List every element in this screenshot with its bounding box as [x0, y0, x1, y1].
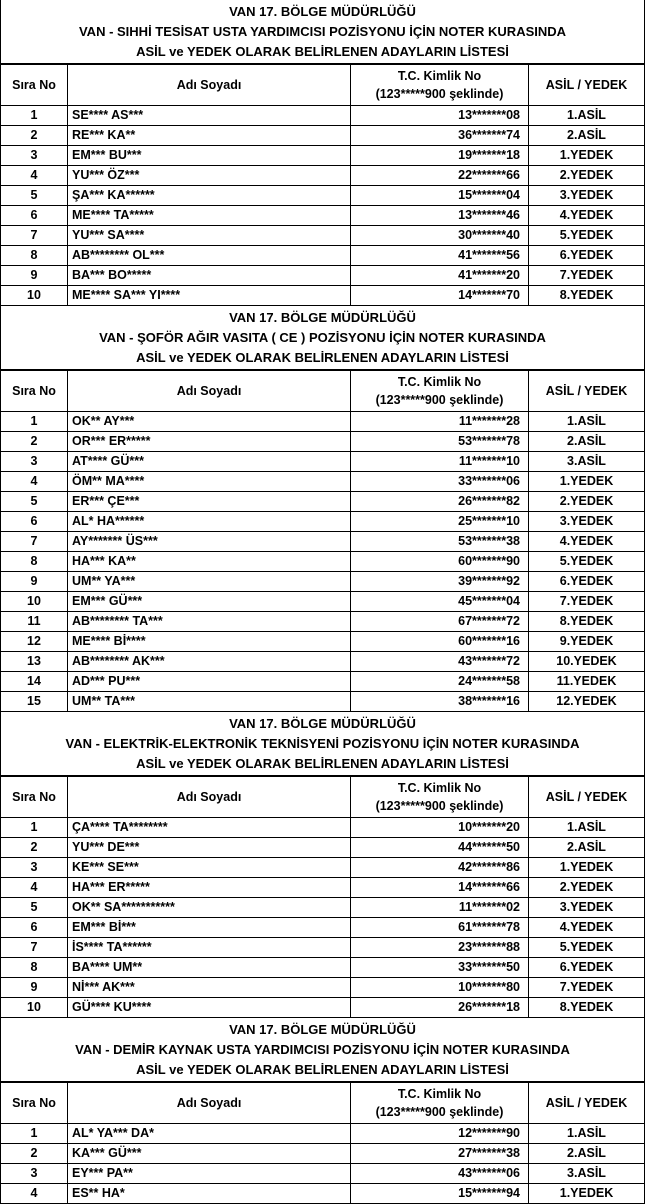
cell-asil-yedek: 3.ASİL: [529, 1164, 645, 1184]
col-header-tc-kimlik-label: (123*****900 şeklinde): [375, 393, 504, 407]
col-header-adi-soyadi-label: Adı Soyadı: [176, 790, 242, 804]
col-header-tc-kimlik: [351, 371, 529, 412]
cell-sira-no: 14: [1, 672, 68, 692]
cell-adi-soyadi: AL* HA******: [68, 512, 351, 532]
position-section: [1, 1018, 644, 1204]
cell-adi-soyadi: UM** TA***: [68, 692, 351, 712]
cell-tc-kimlik: 13*******46: [351, 206, 529, 226]
col-header-asil-yedek-label: ASİL / YEDEK: [545, 790, 628, 804]
table-header-row: [1, 1083, 644, 1124]
cell-asil-yedek: 2.YEDEK: [529, 166, 645, 186]
table-row: [1, 492, 644, 512]
cell-asil-yedek: 1.ASİL: [529, 818, 645, 838]
cell-tc-kimlik: 10*******80: [351, 978, 529, 998]
table-row: [1, 512, 644, 532]
cell-asil-yedek: 12.YEDEK: [529, 692, 645, 712]
table-row: [1, 592, 644, 612]
cell-asil-yedek: 2.YEDEK: [529, 878, 645, 898]
cell-tc-kimlik: 11*******10: [351, 452, 529, 472]
cell-sira-no: 3: [1, 146, 68, 166]
cell-adi-soyadi: EM*** Bİ***: [68, 918, 351, 938]
table-row: [1, 1124, 644, 1144]
cell-asil-yedek: 7.YEDEK: [529, 266, 645, 286]
cell-sira-no: 10: [1, 592, 68, 612]
cell-sira-no: 2: [1, 126, 68, 146]
cell-tc-kimlik: 60*******90: [351, 552, 529, 572]
cell-sira-no: 4: [1, 1184, 68, 1204]
cell-asil-yedek: 8.YEDEK: [529, 612, 645, 632]
cell-tc-kimlik: 11*******02: [351, 898, 529, 918]
col-header-tc-kimlik-label: (123*****900 şeklinde): [375, 799, 504, 813]
col-header-tc-kimlik-label: (123*****900 şeklinde): [375, 1105, 504, 1119]
col-header-adi-soyadi: [68, 1083, 351, 1124]
table-header-row: [1, 777, 644, 818]
table-row: [1, 432, 644, 452]
cell-adi-soyadi: YU*** DE***: [68, 838, 351, 858]
position-section: [1, 306, 644, 712]
cell-tc-kimlik: 53*******38: [351, 532, 529, 552]
col-header-sira-no-label: Sıra No: [12, 384, 56, 398]
cell-asil-yedek: 9.YEDEK: [529, 632, 645, 652]
table-row: [1, 858, 644, 878]
cell-sira-no: 5: [1, 186, 68, 206]
table-row: [1, 106, 644, 126]
heading-line: VAN - SIHHİ TESİSAT USTA YARDIMCISI POZİSYONU İÇİN NOTER KURASINDA: [78, 24, 567, 39]
cell-adi-soyadi: AB******** OL***: [68, 246, 351, 266]
table-row: [1, 1164, 644, 1184]
col-header-tc-kimlik: [351, 1083, 529, 1124]
cell-sira-no: 3: [1, 1164, 68, 1184]
cell-adi-soyadi: AD*** PU***: [68, 672, 351, 692]
table-row: [1, 126, 644, 146]
cell-tc-kimlik: 42*******86: [351, 858, 529, 878]
cell-tc-kimlik: 43*******72: [351, 652, 529, 672]
cell-tc-kimlik: 41*******56: [351, 246, 529, 266]
table-row: [1, 818, 644, 838]
cell-asil-yedek: 2.YEDEK: [529, 492, 645, 512]
cell-asil-yedek: 3.YEDEK: [529, 898, 645, 918]
cell-adi-soyadi: YU*** SA****: [68, 226, 351, 246]
cell-adi-soyadi: SE**** AS***: [68, 106, 351, 126]
cell-adi-soyadi: AY******* ÜS***: [68, 532, 351, 552]
cell-asil-yedek: 5.YEDEK: [529, 938, 645, 958]
cell-tc-kimlik: 45*******04: [351, 592, 529, 612]
candidate-table: [1, 1082, 644, 1204]
cell-adi-soyadi: İS**** TA******: [68, 938, 351, 958]
table-row: [1, 898, 644, 918]
cell-sira-no: 10: [1, 998, 68, 1018]
col-header-adi-soyadi-label: Adı Soyadı: [176, 78, 242, 92]
cell-adi-soyadi: KA*** GÜ***: [68, 1144, 351, 1164]
cell-adi-soyadi: EM*** BU***: [68, 146, 351, 166]
table-row: [1, 266, 644, 286]
cell-asil-yedek: 4.YEDEK: [529, 918, 645, 938]
candidate-table: [1, 370, 644, 712]
cell-sira-no: 4: [1, 166, 68, 186]
table-row: [1, 998, 644, 1018]
cell-sira-no: 8: [1, 552, 68, 572]
col-header-tc-kimlik: [351, 777, 529, 818]
cell-sira-no: 13: [1, 652, 68, 672]
cell-asil-yedek: 11.YEDEK: [529, 672, 645, 692]
col-header-adi-soyadi-label: Adı Soyadı: [176, 384, 242, 398]
table-row: [1, 1144, 644, 1164]
cell-asil-yedek: 3.ASİL: [529, 452, 645, 472]
cell-asil-yedek: 7.YEDEK: [529, 592, 645, 612]
cell-sira-no: 4: [1, 878, 68, 898]
cell-asil-yedek: 1.YEDEK: [529, 146, 645, 166]
cell-tc-kimlik: 60*******16: [351, 632, 529, 652]
cell-sira-no: 2: [1, 838, 68, 858]
table-row: [1, 878, 644, 898]
cell-tc-kimlik: 33*******50: [351, 958, 529, 978]
table-row: [1, 452, 644, 472]
cell-sira-no: 7: [1, 226, 68, 246]
cell-asil-yedek: 3.YEDEK: [529, 186, 645, 206]
cell-asil-yedek: 6.YEDEK: [529, 572, 645, 592]
cell-sira-no: 1: [1, 106, 68, 126]
cell-tc-kimlik: 30*******40: [351, 226, 529, 246]
table-row: [1, 166, 644, 186]
cell-sira-no: 4: [1, 472, 68, 492]
cell-adi-soyadi: Nİ*** AK***: [68, 978, 351, 998]
cell-tc-kimlik: 25*******10: [351, 512, 529, 532]
cell-tc-kimlik: 11*******28: [351, 412, 529, 432]
cell-asil-yedek: 1.YEDEK: [529, 858, 645, 878]
cell-adi-soyadi: HA*** KA**: [68, 552, 351, 572]
heading-line: VAN 17. BÖLGE MÜDÜRLÜĞÜ: [229, 1022, 416, 1037]
section-heading: [1, 0, 644, 64]
cell-sira-no: 5: [1, 898, 68, 918]
table-row: [1, 612, 644, 632]
col-header-tc-kimlik-label: T.C. Kimlik No: [397, 69, 482, 83]
col-header-adi-soyadi: [68, 777, 351, 818]
cell-adi-soyadi: AL* YA*** DA*: [68, 1124, 351, 1144]
cell-asil-yedek: 1.ASİL: [529, 1124, 645, 1144]
cell-asil-yedek: 3.YEDEK: [529, 512, 645, 532]
cell-asil-yedek: 2.ASİL: [529, 432, 645, 452]
table-row: [1, 146, 644, 166]
col-header-sira-no-label: Sıra No: [12, 790, 56, 804]
cell-adi-soyadi: KE*** SE***: [68, 858, 351, 878]
cell-tc-kimlik: 22*******66: [351, 166, 529, 186]
cell-tc-kimlik: 26*******82: [351, 492, 529, 512]
table-row: [1, 186, 644, 206]
cell-tc-kimlik: 14*******70: [351, 286, 529, 306]
table-row: [1, 632, 644, 652]
cell-adi-soyadi: ÖM** MA****: [68, 472, 351, 492]
cell-tc-kimlik: 19*******18: [351, 146, 529, 166]
cell-tc-kimlik: 26*******18: [351, 998, 529, 1018]
cell-sira-no: 3: [1, 858, 68, 878]
cell-sira-no: 5: [1, 492, 68, 512]
cell-adi-soyadi: AT**** GÜ***: [68, 452, 351, 472]
col-header-adi-soyadi-label: Adı Soyadı: [176, 1096, 242, 1110]
col-header-tc-kimlik-label: T.C. Kimlik No: [397, 1087, 482, 1101]
col-header-adi-soyadi: [68, 371, 351, 412]
table-row: [1, 286, 644, 306]
col-header-sira-no: [1, 1083, 68, 1124]
col-header-asil-yedek: [529, 1083, 645, 1124]
cell-tc-kimlik: 24*******58: [351, 672, 529, 692]
cell-asil-yedek: 6.YEDEK: [529, 958, 645, 978]
table-header-row: [1, 371, 644, 412]
cell-asil-yedek: 1.ASİL: [529, 412, 645, 432]
cell-sira-no: 1: [1, 412, 68, 432]
col-header-asil-yedek: [529, 65, 645, 106]
heading-line: ASİL ve YEDEK OLARAK BELİRLENEN ADAYLARIN LİSTESİ: [136, 44, 509, 59]
cell-adi-soyadi: ŞA*** KA******: [68, 186, 351, 206]
section-heading: [1, 712, 644, 776]
cell-adi-soyadi: BA*** BO*****: [68, 266, 351, 286]
cell-asil-yedek: 2.ASİL: [529, 1144, 645, 1164]
table-row: [1, 918, 644, 938]
cell-adi-soyadi: YU*** ÖZ***: [68, 166, 351, 186]
col-header-asil-yedek: [529, 371, 645, 412]
cell-adi-soyadi: OR*** ER*****: [68, 432, 351, 452]
table-row: [1, 978, 644, 998]
col-header-asil-yedek-label: ASİL / YEDEK: [545, 1096, 628, 1110]
table-row: [1, 692, 644, 712]
cell-tc-kimlik: 27*******38: [351, 1144, 529, 1164]
table-row: [1, 672, 644, 692]
position-section: [1, 0, 644, 306]
cell-asil-yedek: 10.YEDEK: [529, 652, 645, 672]
col-header-tc-kimlik-label: T.C. Kimlik No: [397, 375, 482, 389]
cell-adi-soyadi: AB******** TA***: [68, 612, 351, 632]
cell-sira-no: 3: [1, 452, 68, 472]
table-row: [1, 246, 644, 266]
cell-adi-soyadi: OK** SA***********: [68, 898, 351, 918]
cell-asil-yedek: 4.YEDEK: [529, 532, 645, 552]
table-row: [1, 938, 644, 958]
col-header-asil-yedek-label: ASİL / YEDEK: [545, 384, 628, 398]
heading-line: ASİL ve YEDEK OLARAK BELİRLENEN ADAYLARIN LİSTESİ: [136, 350, 509, 365]
candidate-table: [1, 64, 644, 306]
cell-sira-no: 9: [1, 572, 68, 592]
cell-sira-no: 8: [1, 958, 68, 978]
col-header-asil-yedek: [529, 777, 645, 818]
cell-adi-soyadi: ME**** SA*** YI****: [68, 286, 351, 306]
cell-asil-yedek: 5.YEDEK: [529, 552, 645, 572]
cell-sira-no: 8: [1, 246, 68, 266]
cell-sira-no: 11: [1, 612, 68, 632]
table-row: [1, 838, 644, 858]
cell-sira-no: 7: [1, 938, 68, 958]
cell-sira-no: 6: [1, 918, 68, 938]
col-header-sira-no: [1, 777, 68, 818]
cell-asil-yedek: 1.YEDEK: [529, 1184, 645, 1204]
cell-sira-no: 12: [1, 632, 68, 652]
col-header-tc-kimlik-label: (123*****900 şeklinde): [375, 87, 504, 101]
cell-adi-soyadi: OK** AY***: [68, 412, 351, 432]
col-header-sira-no-label: Sıra No: [12, 1096, 56, 1110]
cell-adi-soyadi: EM*** GÜ***: [68, 592, 351, 612]
table-row: [1, 652, 644, 672]
cell-tc-kimlik: 43*******06: [351, 1164, 529, 1184]
cell-tc-kimlik: 33*******06: [351, 472, 529, 492]
cell-tc-kimlik: 12*******90: [351, 1124, 529, 1144]
cell-tc-kimlik: 15*******94: [351, 1184, 529, 1204]
cell-adi-soyadi: RE*** KA**: [68, 126, 351, 146]
cell-tc-kimlik: 61*******78: [351, 918, 529, 938]
cell-asil-yedek: 8.YEDEK: [529, 286, 645, 306]
table-row: [1, 532, 644, 552]
heading-line: VAN 17. BÖLGE MÜDÜRLÜĞÜ: [229, 4, 416, 19]
cell-sira-no: 6: [1, 512, 68, 532]
position-section: [1, 712, 644, 1018]
cell-tc-kimlik: 44*******50: [351, 838, 529, 858]
col-header-sira-no: [1, 65, 68, 106]
heading-line: VAN - DEMİR KAYNAK USTA YARDIMCISI POZİSYONU İÇİN NOTER KURASINDA: [75, 1042, 570, 1057]
cell-adi-soyadi: ME**** Bİ****: [68, 632, 351, 652]
candidate-table: [1, 776, 644, 1018]
cell-tc-kimlik: 14*******66: [351, 878, 529, 898]
table-row: [1, 1184, 644, 1204]
col-header-sira-no-label: Sıra No: [12, 78, 56, 92]
table-row: [1, 226, 644, 246]
table-header-row: [1, 65, 644, 106]
table-row: [1, 206, 644, 226]
table-row: [1, 552, 644, 572]
cell-adi-soyadi: UM** YA***: [68, 572, 351, 592]
cell-sira-no: 2: [1, 1144, 68, 1164]
cell-tc-kimlik: 15*******04: [351, 186, 529, 206]
heading-line: VAN - ELEKTRİK-ELEKTRONİK TEKNİSYENİ POZİSYONU İÇİN NOTER KURASINDA: [65, 736, 580, 751]
cell-adi-soyadi: AB******** AK***: [68, 652, 351, 672]
cell-sira-no: 2: [1, 432, 68, 452]
cell-sira-no: 1: [1, 818, 68, 838]
cell-sira-no: 15: [1, 692, 68, 712]
cell-tc-kimlik: 38*******16: [351, 692, 529, 712]
cell-adi-soyadi: EY*** PA**: [68, 1164, 351, 1184]
col-header-adi-soyadi: [68, 65, 351, 106]
cell-tc-kimlik: 23*******88: [351, 938, 529, 958]
cell-tc-kimlik: 53*******78: [351, 432, 529, 452]
cell-asil-yedek: 1.YEDEK: [529, 472, 645, 492]
cell-adi-soyadi: ME**** TA*****: [68, 206, 351, 226]
cell-sira-no: 10: [1, 286, 68, 306]
table-row: [1, 572, 644, 592]
cell-tc-kimlik: 41*******20: [351, 266, 529, 286]
heading-line: VAN 17. BÖLGE MÜDÜRLÜĞÜ: [229, 310, 416, 325]
cell-sira-no: 6: [1, 206, 68, 226]
cell-tc-kimlik: 36*******74: [351, 126, 529, 146]
cell-asil-yedek: 2.ASİL: [529, 126, 645, 146]
table-row: [1, 958, 644, 978]
table-row: [1, 412, 644, 432]
cell-adi-soyadi: GÜ**** KU****: [68, 998, 351, 1018]
cell-tc-kimlik: 10*******20: [351, 818, 529, 838]
col-header-tc-kimlik-label: T.C. Kimlik No: [397, 781, 482, 795]
cell-asil-yedek: 7.YEDEK: [529, 978, 645, 998]
heading-line: VAN 17. BÖLGE MÜDÜRLÜĞÜ: [229, 716, 416, 731]
cell-asil-yedek: 4.YEDEK: [529, 206, 645, 226]
table-row: [1, 472, 644, 492]
heading-line: VAN - ŞOFÖR AĞIR VASITA ( CE ) POZİSYONU İÇİN NOTER KURASINDA: [99, 330, 546, 345]
cell-sira-no: 1: [1, 1124, 68, 1144]
cell-tc-kimlik: 39*******92: [351, 572, 529, 592]
cell-asil-yedek: 1.ASİL: [529, 106, 645, 126]
cell-sira-no: 7: [1, 532, 68, 552]
cell-asil-yedek: 6.YEDEK: [529, 246, 645, 266]
cell-asil-yedek: 8.YEDEK: [529, 998, 645, 1018]
cell-adi-soyadi: ES** HA*: [68, 1184, 351, 1204]
section-heading: [1, 1018, 644, 1082]
col-header-asil-yedek-label: ASİL / YEDEK: [545, 78, 628, 92]
cell-asil-yedek: 2.ASİL: [529, 838, 645, 858]
section-heading: [1, 306, 644, 370]
cell-adi-soyadi: ÇA**** TA********: [68, 818, 351, 838]
col-header-tc-kimlik: [351, 65, 529, 106]
cell-sira-no: 9: [1, 978, 68, 998]
col-header-sira-no: [1, 371, 68, 412]
cell-tc-kimlik: 67*******72: [351, 612, 529, 632]
cell-sira-no: 9: [1, 266, 68, 286]
cell-adi-soyadi: HA*** ER*****: [68, 878, 351, 898]
cell-tc-kimlik: 13*******08: [351, 106, 529, 126]
cell-asil-yedek: 5.YEDEK: [529, 226, 645, 246]
heading-line: ASİL ve YEDEK OLARAK BELİRLENEN ADAYLARIN LİSTESİ: [136, 1062, 509, 1077]
heading-line: ASİL ve YEDEK OLARAK BELİRLENEN ADAYLARIN LİSTESİ: [136, 756, 509, 771]
cell-adi-soyadi: BA**** UM**: [68, 958, 351, 978]
cell-adi-soyadi: ER*** ÇE***: [68, 492, 351, 512]
